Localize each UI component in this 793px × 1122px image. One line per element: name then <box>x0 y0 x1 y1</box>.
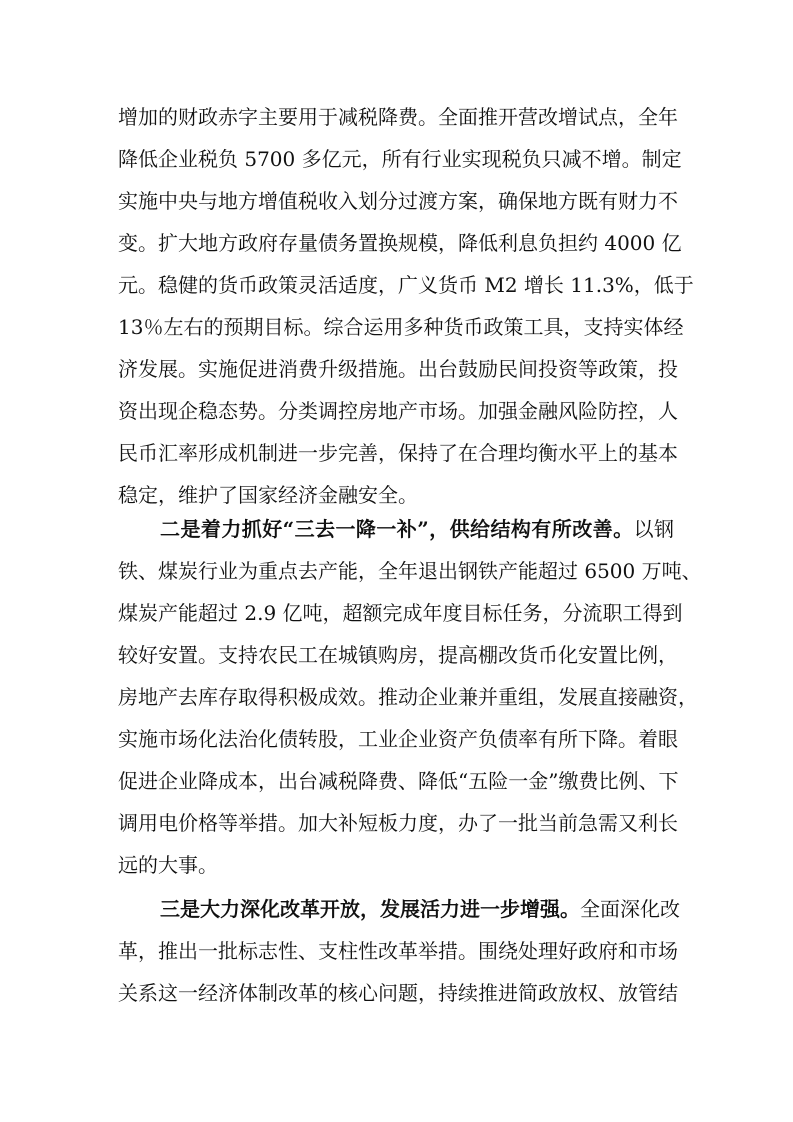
paragraph-3-line-1-text: 全面深化改 <box>580 897 680 921</box>
paragraph-1-line-8: 资出现企稳态势。分类调控房地产市场。加强金融风险防控，人 <box>118 399 678 423</box>
paragraph-3-line-2: 革，推出一批标志性、支柱性改革举措。围绕处理好政府和市场 <box>118 939 678 963</box>
paragraph-3-line-3: 关系这一经济体制改革的核心问题，持续推进简政放权、放管结 <box>118 981 678 1005</box>
paragraph-1-line-6: 13％左右的预期目标。综合运用多种货币政策工具，支持实体经 <box>118 315 684 339</box>
paragraph-2-line-2: 铁、煤炭行业为重点去产能，全年退出钢铁产能超过 6500 万吨、 <box>118 559 702 583</box>
paragraph-1-line-7: 济发展。实施促进消费升级措施。出台鼓励民间投资等政策，投 <box>118 357 678 381</box>
paragraph-1-line-5: 元。稳健的货币政策灵活适度，广义货币 M2 增长 11.3%，低于 <box>118 273 694 297</box>
paragraph-2-line-8: 调用电价格等举措。加大补短板力度，办了一批当前急需又利长 <box>118 811 678 835</box>
paragraph-2-line-1 <box>160 515 674 543</box>
paragraph-1-line-2: 降低企业税负 5700 多亿元，所有行业实现税负只减不增。制定 <box>118 147 682 171</box>
paragraph-3-line-1 <box>160 895 680 923</box>
paragraph-2-line-3: 煤炭产能超过 2.9 亿吨，超额完成年度目标任务，分流职工得到 <box>118 601 683 625</box>
paragraph-2-line-7: 促进企业降成本，出台减税降费、降低“五险一金”缴费比例、下 <box>118 769 679 793</box>
paragraph-1-line-1: 增加的财政赤字主要用于减税降费。全面推开营改增试点，全年 <box>118 105 678 129</box>
paragraph-1-line-4: 变。扩大地方政府存量债务置换规模，降低利息负担约 4000 亿 <box>118 231 682 255</box>
paragraph-2-line-1-text: 以钢 <box>633 517 675 541</box>
paragraph-2-line-5: 房地产去库存取得积极成效。推动企业兼并重组，发展直接融资， <box>118 685 698 709</box>
paragraph-3-lead-heading: 三是大力深化改革开放，发展活力进一步增强。 <box>160 897 580 921</box>
paragraph-2-line-9: 远的大事。 <box>118 853 218 877</box>
paragraph-1-line-9: 民币汇率形成机制进一步完善，保持了在合理均衡水平上的基本 <box>118 441 678 465</box>
paragraph-2-line-4: 较好安置。支持农民工在城镇购房，提高棚改货币化安置比例， <box>118 643 678 667</box>
paragraph-1-line-3: 实施中央与地方增值税收入划分过渡方案，确保地方既有财力不 <box>118 189 678 213</box>
paragraph-2-lead-heading: 二是着力抓好“三去一降一补”，供给结构有所改善。 <box>160 517 634 541</box>
paragraph-2-line-6: 实施市场化法治化债转股，工业企业资产负债率有所下降。着眼 <box>118 727 678 751</box>
paragraph-1-line-10: 稳定，维护了国家经济金融安全。 <box>118 483 418 507</box>
